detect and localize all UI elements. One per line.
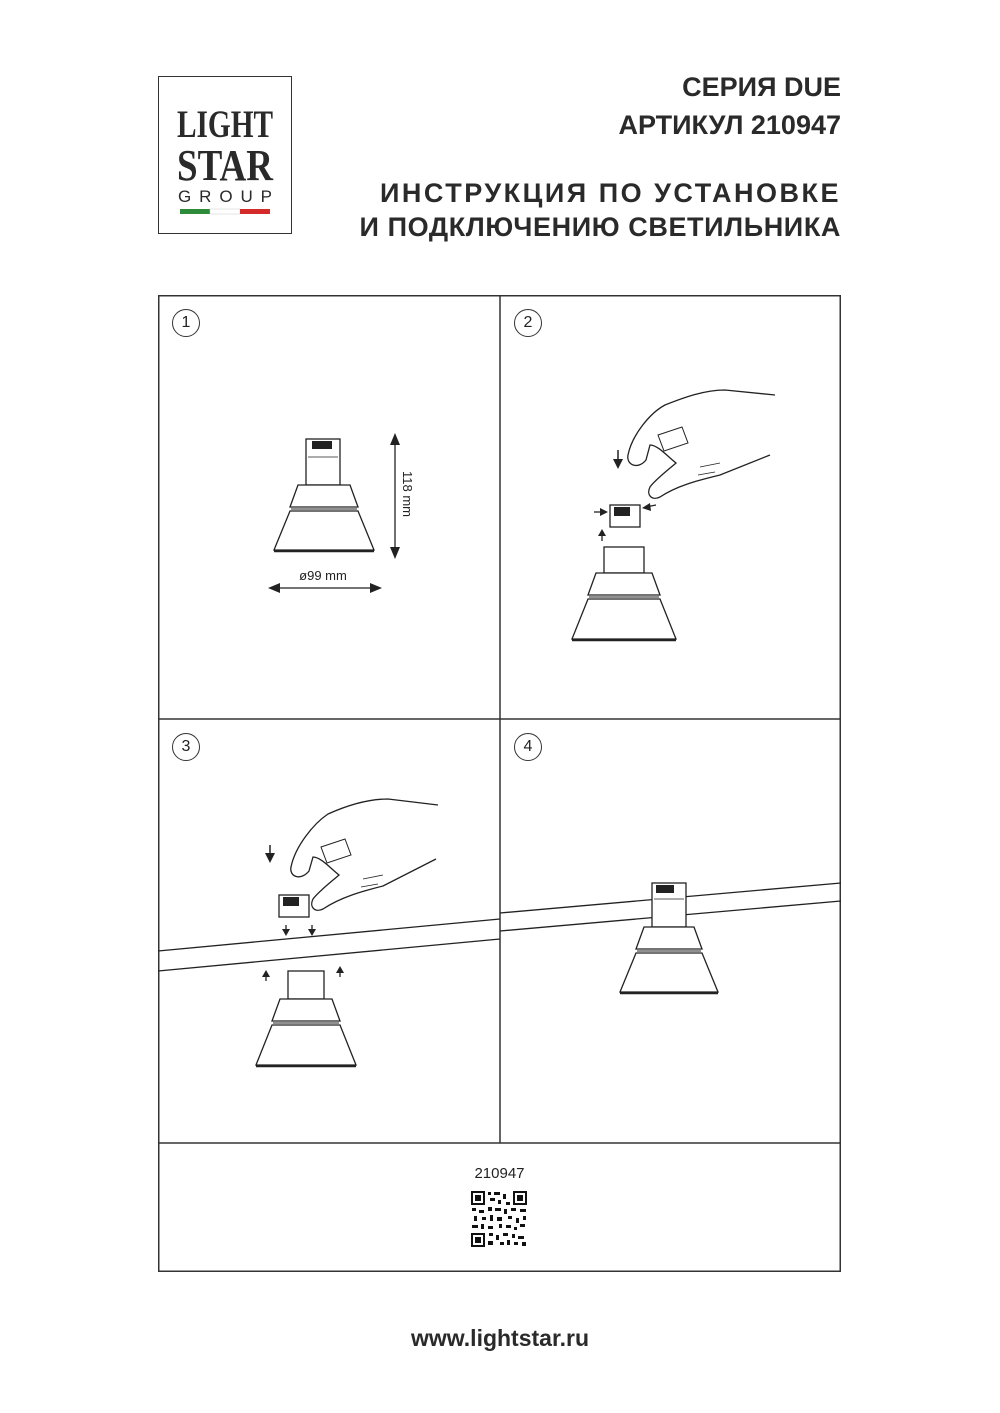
article-number: АРТИКУЛ 210947: [618, 110, 841, 140]
step-panel-4: [500, 719, 841, 1143]
logo-text-group: GROUP: [178, 187, 272, 206]
diameter-label: ø99 mm: [299, 568, 347, 583]
step-number-3: 3: [172, 733, 200, 761]
qr-code-icon[interactable]: [470, 1190, 528, 1248]
series-title: СЕРИЯ DUE: [682, 72, 841, 102]
logo-text-light: LIGHT: [177, 103, 273, 146]
step-number-2: 2: [514, 309, 542, 337]
logo-text-star: STAR: [177, 141, 275, 190]
step-panel-1: [158, 295, 500, 719]
logo: [158, 76, 292, 234]
website-link[interactable]: www.lightstar.ru: [410, 1325, 590, 1351]
instruction-grid: [158, 295, 841, 1272]
hand-drawing: [628, 390, 775, 498]
step-number-4: 4: [514, 733, 542, 761]
product-code: 210947: [474, 1165, 525, 1182]
height-label: 118 mm: [400, 471, 415, 517]
instruction-title-line1: ИНСТРУКЦИЯ ПО УСТАНОВКЕ: [380, 178, 841, 208]
luminaire-dimensions-drawing: [158, 295, 500, 719]
step-2-drawing: [500, 295, 841, 719]
step-panel-2: [500, 295, 841, 719]
step-3-drawing: [158, 719, 500, 1143]
italian-flag-stripe: [180, 209, 270, 214]
hand-drawing: [291, 799, 438, 910]
step-number-1: 1: [172, 309, 200, 337]
step-panel-3: [158, 719, 500, 1143]
step-4-drawing: [500, 719, 841, 1143]
instruction-title-line2: И ПОДКЛЮЧЕНИЮ СВЕТИЛЬНИКА: [359, 212, 841, 242]
track-rail: [158, 919, 500, 951]
